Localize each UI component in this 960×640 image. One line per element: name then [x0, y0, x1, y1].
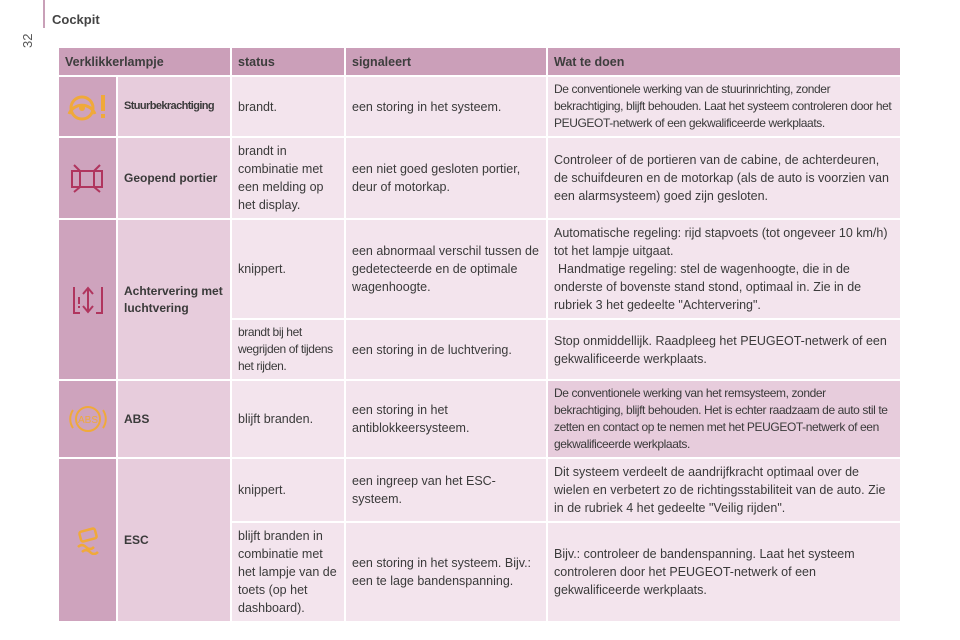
signal-cell: een abnormaal verschil tussen de gedetecteerde en de optimale wagenhoogte.	[346, 220, 546, 318]
light-name: ABS	[118, 381, 230, 457]
warning-lights-table	[57, 46, 902, 623]
signal-cell: een storing in het systeem. Bijv.: een te lage bandenspanning.	[346, 523, 546, 621]
icon-cell	[59, 77, 116, 136]
light-name: Geopend portier	[118, 138, 230, 218]
action-paragraph: Automatische regeling: rijd stapvoets (tot ongeveer 10 km/h) tot het lampje uitgaat.	[554, 226, 888, 258]
suspension-warning-icon	[66, 283, 110, 317]
signal-cell: een niet goed gesloten portier, deur of motorkap.	[346, 138, 546, 218]
door-open-icon	[66, 163, 110, 193]
light-name: Stuurbekrachtiging	[118, 77, 230, 136]
section-title: Cockpit	[52, 12, 100, 27]
action-paragraph: Handmatige regeling: stel de wagenhoogte, die in de onderste of bovenste stand stond, optimaal in. Zie in de rubriek 3 het gedeelte "Achtervering".	[554, 262, 862, 312]
status-cell: knippert.	[232, 220, 344, 318]
status-cell: brandt bij het wegrijden of tijdens het rijden.	[232, 320, 344, 379]
signal-cell: een storing in de luchtvering.	[346, 320, 546, 379]
action-cell: De conventionele werking van het remsysteem, zonder bekrachtiging, blijft behouden. Het is echter raadzaam de auto stil te zetten en contact op te nemen met het PEUGEOT-netwerk of een gekwalificeerde werkplaats.	[548, 381, 900, 457]
header-action: Wat te doen	[548, 48, 900, 75]
power-steering-warning-icon	[64, 92, 112, 122]
light-name: Achtervering met luchtvering	[118, 220, 230, 379]
signal-cell: een storing in het antiblokkeersysteem.	[346, 381, 546, 457]
table-row	[59, 459, 900, 521]
status-cell: blijft branden.	[232, 381, 344, 457]
signal-cell: een ingreep van het ESC-systeem.	[346, 459, 546, 521]
action-cell: Bijv.: controleer de bandenspanning. Laat het systeem controleren door het PEUGEOT-netwerk of een gekwalificeerde werkplaats.	[548, 523, 900, 621]
status-cell: knippert.	[232, 459, 344, 521]
action-cell: De conventionele werking van de stuurinrichting, zonder bekrachtiging, blijft behouden. Laat het systeem controleren door het PEUGEOT-netwerk of een gekwalificeerde werkplaats.	[548, 77, 900, 136]
page-number: 32	[20, 33, 35, 48]
abs-icon-text: ABS	[77, 415, 98, 426]
icon-cell	[59, 138, 116, 218]
status-cell: brandt in combinatie met een melding op het display.	[232, 138, 344, 218]
header-warning-light: Verklikkerlampje	[59, 48, 230, 75]
table-row	[59, 220, 900, 318]
header-status: status	[232, 48, 344, 75]
abs-warning-icon	[65, 404, 111, 434]
action-cell: Stop onmiddellijk. Raadpleeg het PEUGEOT-netwerk of een gekwalificeerde werkplaats.	[548, 320, 900, 379]
icon-cell	[59, 381, 116, 457]
light-name: ESC	[118, 459, 230, 621]
table-row	[59, 381, 900, 457]
table-row	[59, 138, 900, 218]
table-row	[59, 77, 900, 136]
table-header-row	[59, 48, 900, 75]
action-cell: Dit systeem verdeelt de aandrijfkracht optimaal over de wielen en verbetert zo de richtingsstabiliteit van de auto. Zie in de rubriek 4 het gedeelte "Veilig rijden".	[548, 459, 900, 521]
action-cell: Controleer of de portieren van de cabine, de achterdeuren, de schuifdeuren en de motorkap (als de auto is voorzien van een alarmsysteem) goed zijn gesloten.	[548, 138, 900, 218]
header-signal: signaleert	[346, 48, 546, 75]
action-cell	[548, 220, 900, 318]
status-cell: brandt.	[232, 77, 344, 136]
section-divider	[43, 0, 45, 28]
icon-cell	[59, 459, 116, 621]
status-cell: blijft branden in combinatie met het lampje van de toets (op het dashboard).	[232, 523, 344, 621]
esc-skid-icon	[68, 525, 108, 555]
icon-cell	[59, 220, 116, 379]
signal-cell: een storing in het systeem.	[346, 77, 546, 136]
